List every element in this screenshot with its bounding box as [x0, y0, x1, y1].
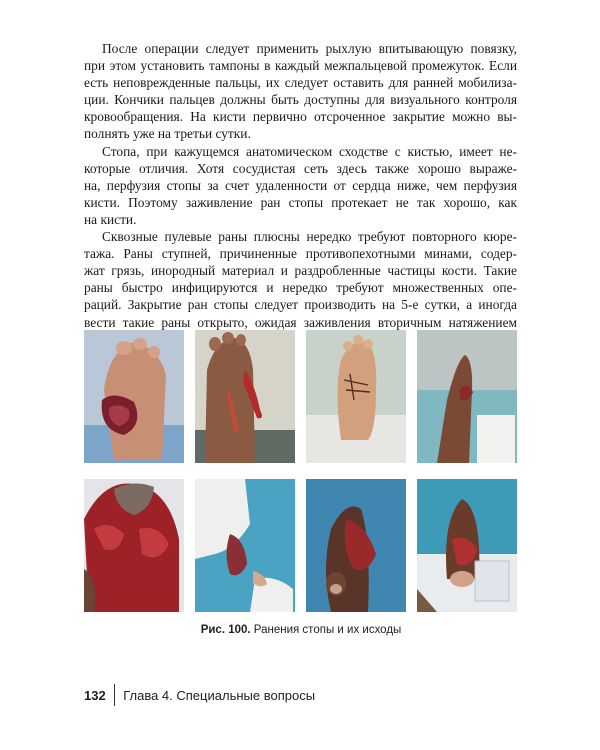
figure-caption-text: Ранения стопы и их исходы	[250, 624, 402, 636]
text-line: Стопа, при кажущемся анатомическом сходстве с кистью, имеет не-	[102, 143, 517, 159]
figure-photo-grid	[84, 330, 518, 612]
wound-photo-4	[417, 330, 517, 463]
paragraph-1	[84, 40, 517, 143]
text-line: которые отличия. Хотя сосудистая сеть здесь также хорошо выраже-	[84, 160, 517, 176]
wound-photo-2	[195, 330, 295, 463]
footer-divider	[114, 684, 116, 706]
text-line: тажа. Раны ступней, причиненные противопехотными минами, содер-	[84, 246, 517, 262]
text-line: на, перфузия стопы за счет удаленности от сердца ниже, чем перфузия	[84, 177, 517, 193]
text-line: ции. Кончики пальцев должны быть доступны для визуального контроля	[84, 92, 517, 108]
body-text	[84, 40, 517, 348]
wound-photo-7	[306, 479, 406, 612]
chapter-title: Глава 4. Специальные вопросы	[123, 687, 316, 703]
text-line: жат грязь, инородный материал и раздробленные частицы кости. Такие	[84, 263, 517, 279]
text-line: После операции следует применить рыхлую впитывающую повязку,	[102, 41, 517, 56]
page-footer	[84, 684, 315, 706]
text-line: есть неповрежденные пальцы, их следует оставить для ранней мобилиза-	[84, 75, 517, 91]
wound-photo-1	[84, 330, 184, 463]
paragraph-2	[84, 143, 517, 228]
wound-photo-6	[195, 479, 295, 612]
figure-caption-label: Рис. 100.	[200, 624, 251, 636]
page-number: 132	[84, 687, 106, 703]
text-line: полнять уже на третьи сутки.	[84, 126, 251, 142]
text-line: кисти. Поэтому заживление ран стопы протекает не так хорошо, как	[84, 194, 517, 210]
wound-photo-8	[417, 479, 517, 612]
text-line: на кисти.	[84, 211, 137, 227]
wound-photo-5	[84, 479, 184, 612]
text-line: вести такие раны открыто, ожидая заживления вторичным натяжением	[84, 314, 517, 330]
text-line: раны быстро инфицируются и нередко требуют множественных опе-	[84, 280, 517, 296]
text-line: раций. Закрытие ран стопы следует производить на 5-е сутки, а иногда	[84, 297, 517, 313]
text-line: кровообращения. На кисти первично отсроченное закрытие можно вы-	[84, 109, 517, 125]
text-line: Сквозные пулевые раны плюсны нередко требуют повторного кюре-	[102, 229, 517, 245]
wound-photo-3	[306, 330, 406, 463]
text-line: при этом установить тампоны в каждый межпальцевой промежуток. Если	[84, 58, 517, 74]
figure-caption	[84, 624, 518, 636]
